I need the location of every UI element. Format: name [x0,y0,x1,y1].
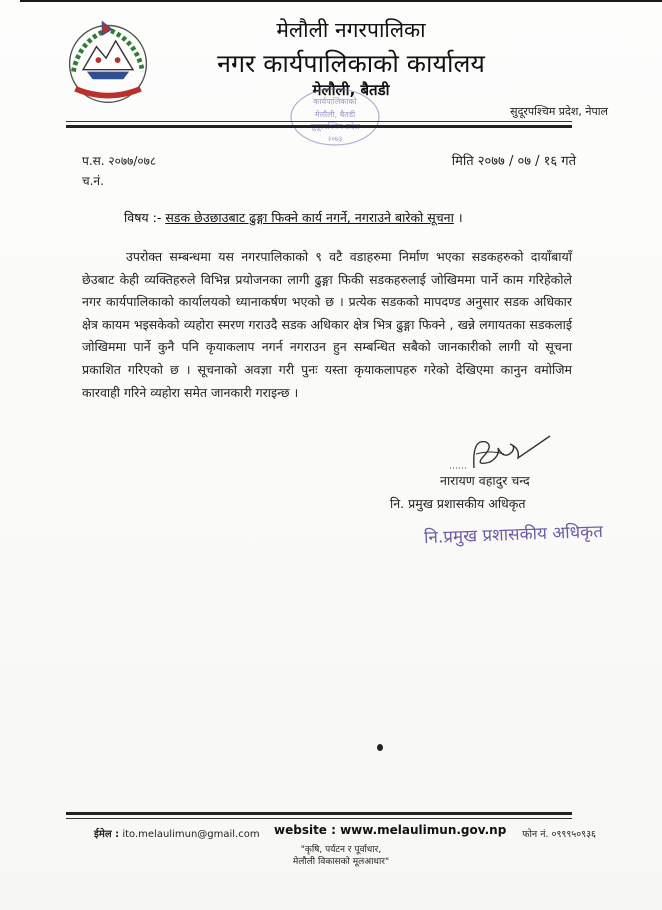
subject-line [124,209,463,226]
fiscal-year-ref: प.स. २०७७/०७८ [82,154,157,168]
ink-spot [377,744,383,751]
footer-email [94,826,260,840]
dispatch-number: च.नं. [82,174,104,188]
signatory-title: नि. प्रमुख प्रशासकीय अधिकृत [390,496,526,511]
footer-rule-thick [66,812,572,815]
province-label: सुदूरपश्चिम प्रदेश, नेपाल [510,105,608,118]
footer-tagline-line2: मेलौली विकासको मूलआधार" [292,857,390,867]
office-location: मेलौली, बैतडी [312,81,390,99]
stamp-year: २०७३ [327,135,343,143]
footer-phone: फोन नं. ०९९९५०९३६ [522,829,596,840]
notice-body: उपरोक्त सम्बन्धमा यस नगरपालिकाको ९ वटै वडाहरुमा निर्माण भएका सडकहरुको दायाँबायाँ छेउबाट केही व्यक्तिहरुले विभिन्न प्रयोजनका लागी ढुङ्गा फिकी सडकहरुलाई जोखिममा पार्ने काम गरिहेकोले नगर कार्यपालिकाको कार्यालयको ध्यानाकर्षण भएको छ । प्रत्येक सडकको मापदण्ड अनुसार सडक अधिकार क्षेत्र कायम भइसकेको व्यहोरा स्मरण गराउदै सडक अधिकार क्षेत्र भित्र ढुङ्गा फिक्ने , खन्ने लगायतका सडकलाई जोखिममा पार्ने कुनै पनि कृयाकलाप नगर्न नगराउन हुन सम्बन्धित सबैको जानकारीको लागी यो सूचना प्रकाशित गरिएको छ । सूचनाको अवज्ञा गरी पुनः यस्ता कृयाकलापहरु गरेको देखिएमा कानुन वमोजिम कारवाही गरिने व्यहोरा समेत जानकारी गराइन्छ । [82,249,572,400]
stamp-line2: मेलौली, बैतडी [314,110,356,119]
letter-date: मिति २०७७ / ०७ / १६ गते [451,154,576,169]
footer-rule-thin [66,818,572,819]
signatory-title-stamp: नि.प्रमुख प्रशासकीय अधिकृत [423,521,604,549]
top-edge-line [20,0,662,2]
office-name: नगर कार्यपालिकाको कार्यालय [217,49,485,78]
office-stamp [288,86,382,148]
footer-tagline-line1: "कृषि, पर्यटन र पूर्वाधार, [300,845,382,855]
subject-end: । [457,210,463,225]
stamp-line1: कार्यपालिकाको [313,97,357,106]
header-rule-thin [66,121,572,122]
header-rule-thick [66,125,572,128]
handwritten-signature [446,428,556,478]
municipality-name: मेलौली नगरपालिका [276,18,426,42]
subject-text: सडक छेउछाउबाट ढुङ्गा फिक्ने कार्य नगर्ने, नगराउने बारेको सूचना [165,210,454,225]
email-address: ito.melaulimun@gmail.com [122,829,260,840]
signatory-name: नारायण वहादुर चन्द [440,473,530,488]
email-label: ईमेल : [94,829,120,840]
footer-website: website : www.melaulimun.gov.np [274,823,507,837]
subject-label: विषय :- [124,210,162,225]
